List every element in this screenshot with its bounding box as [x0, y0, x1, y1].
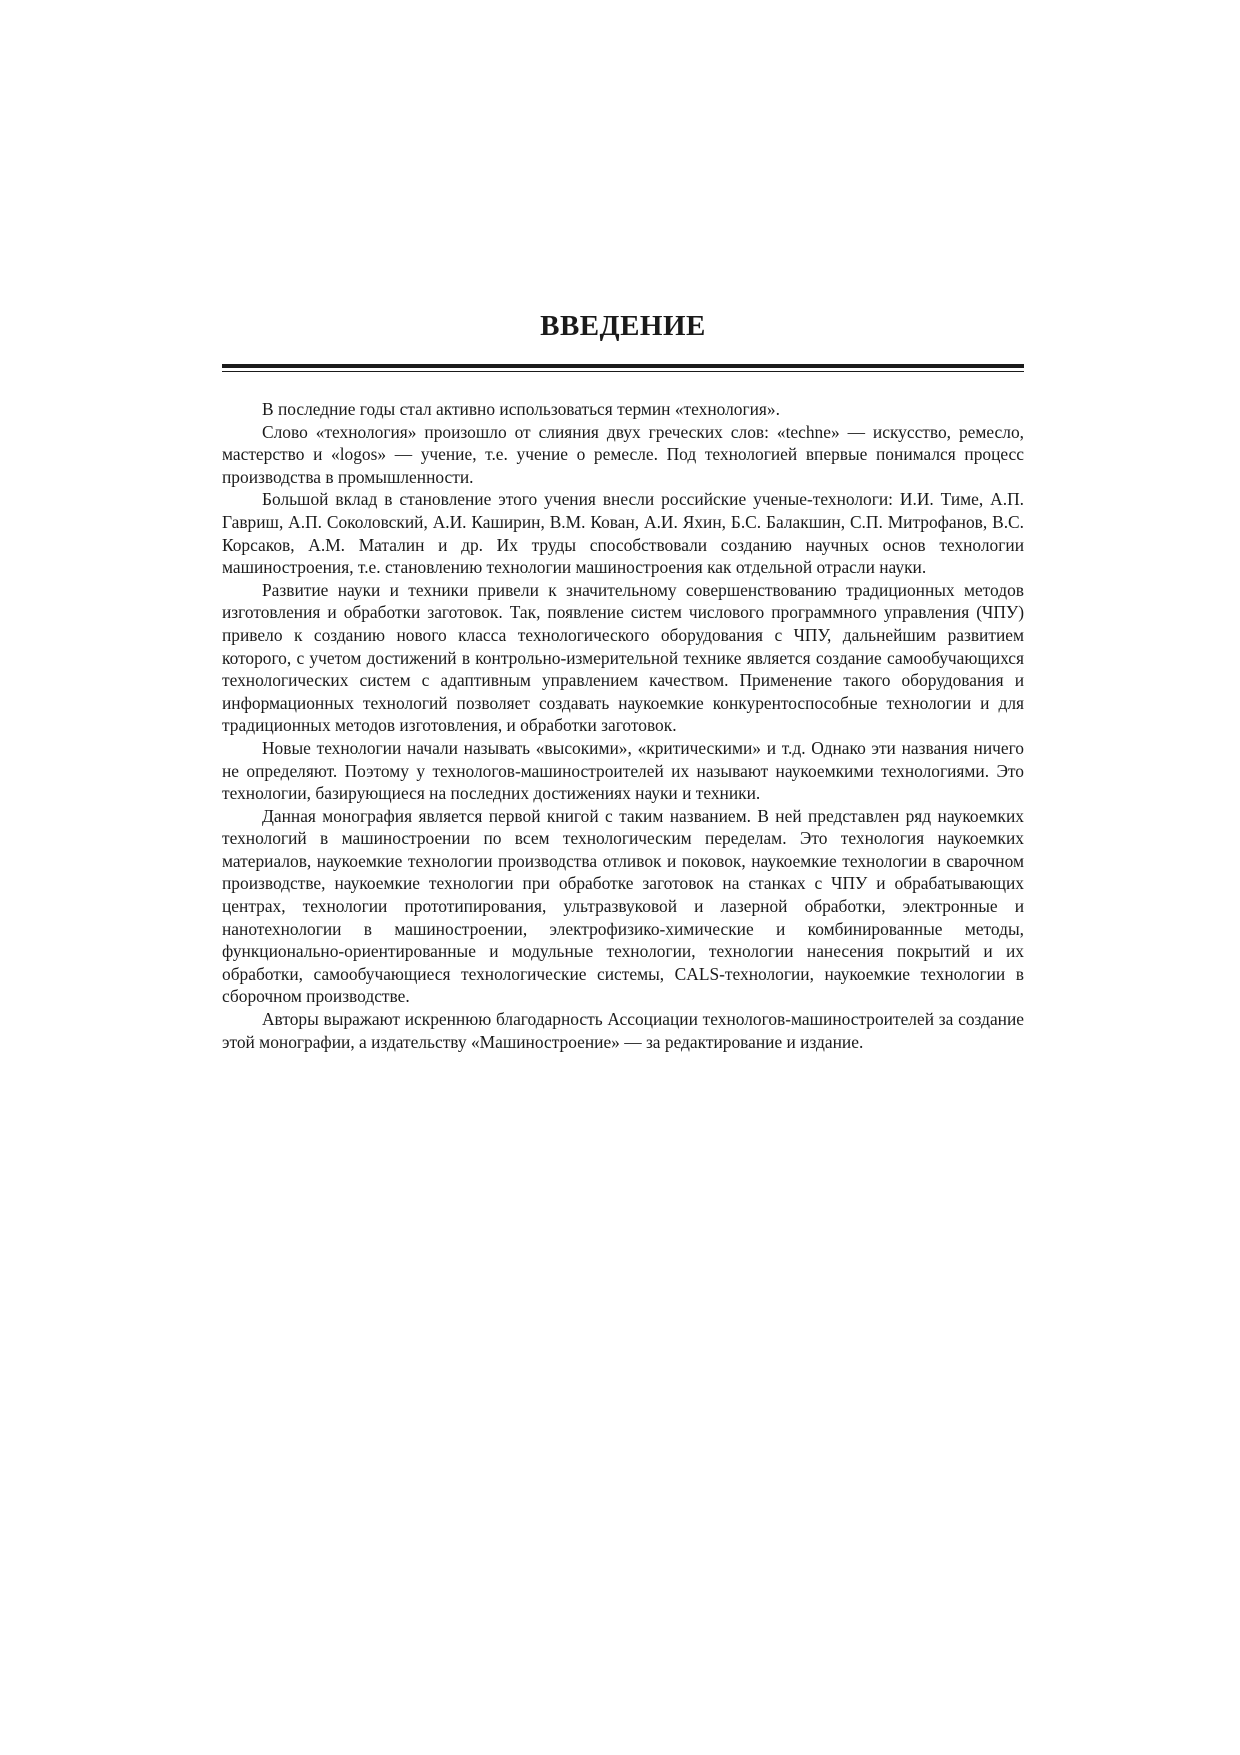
paragraph: Авторы выражают искреннюю благодарность Ассоциации технологов-машиностроителей за создание этой монографии, а издательству «Машиностроение» — за редактирование и издание. [222, 1009, 1024, 1052]
page-content [222, 300, 1024, 1053]
page-title: ВВЕДЕНИЕ [540, 310, 706, 342]
body-text [222, 398, 1024, 1053]
title-rule-thick [222, 364, 1024, 368]
paragraph: Слово «технология» произошло от слияния двух греческих слов: «techne» — искусство, ремесло, мастерство и «logos» — учение, т.е. учение о ремесле. Под технологией впервые понимался процесс производства в промышленности. [222, 421, 1024, 487]
paragraph: Большой вклад в становление этого учения внесли российские ученые-технологи: И.И. Тиме, А.П. Гавриш, А.П. Соколовский, А.И. Каширин, В.М. Кован, А.И. Яхин, Б.С. Балакшин, С.П. Митрофанов, В.С. Корсаков, А.М. Маталин и др. Их труды способствовали созданию научных основ технологии машиностроения, т.е. становлению технологии машиностроения как отдельной отрасли науки. [222, 489, 1024, 578]
paragraph: Развитие науки и техники привели к значительному совершенствованию традиционных методов изготовления и обработки заготовок. Так, появление систем числового программного управления (ЧПУ) привело к созданию нового класса технологического оборудования с ЧПУ, дальнейшим развитием которого, с учетом достижений в контрольно-измерительной технике является создание самообучающихся технологических систем с адаптивным управлением качеством. Применение такого оборудования и информационных технологий позволяет создавать наукоемкие конкурентоспособные технологии и для традиционных методов изготовления, и обработки заготовок. [222, 579, 1024, 736]
paragraph: В последние годы стал активно использоваться термин «технология». [262, 399, 780, 419]
paragraph: Данная монография является первой книгой с таким названием. В ней представлен ряд наукоемких технологий в машиностроении по всем технологическим переделам. Это технология наукоемких материалов, наукоемкие технологии производства отливок и поковок, наукоемкие технологии в сварочном производстве, наукоемкие технологии при обработке заготовок на станках с ЧПУ и обрабатывающих центрах, технологии прототипирования, ультразвуковой и лазерной обработки, электронные и нанотехнологии в машиностроении, электрофизико-химические и комбинированные методы, функционально-ориентированные и модульные технологии, технологии нанесения покрытий и их обработки, самообучающиеся технологические системы, CALS-технологии, наукоемкие технологии в сборочном производстве. [222, 805, 1024, 1007]
paragraph: Новые технологии начали называть «высокими», «критическими» и т.д. Однако эти названия ничего не определяют. Поэтому у технологов-машиностроителей их называют наукоемкими технологиями. Это технологии, базирующиеся на последних достижениях науки и техники. [222, 737, 1024, 804]
title-rule-thin [222, 371, 1024, 372]
